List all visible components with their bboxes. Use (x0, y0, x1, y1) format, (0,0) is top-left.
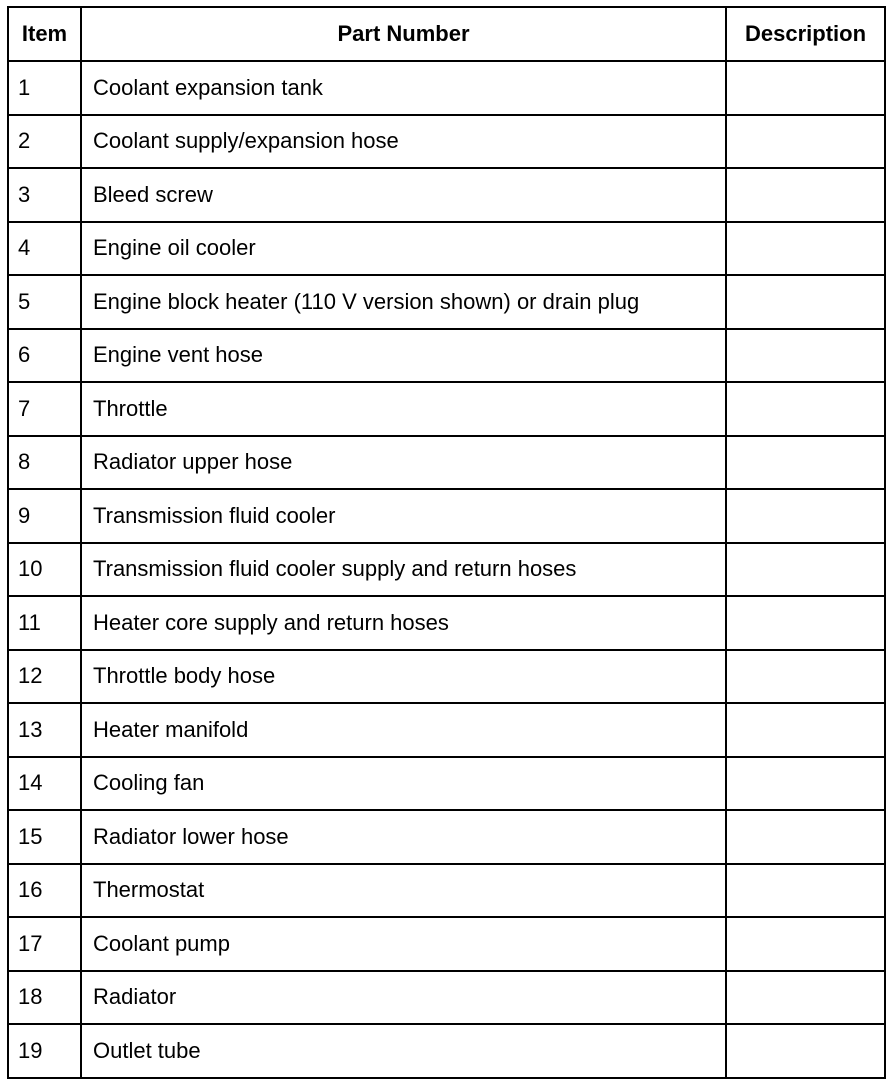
cell-description (726, 864, 885, 918)
cell-part: Heater manifold (81, 703, 726, 757)
cell-part: Thermostat (81, 864, 726, 918)
cell-item: 9 (8, 489, 81, 543)
cell-item: 6 (8, 329, 81, 383)
parts-table (7, 6, 886, 1079)
table-row (8, 810, 885, 864)
cell-description (726, 703, 885, 757)
cell-part: Engine oil cooler (81, 222, 726, 276)
cell-item: 5 (8, 275, 81, 329)
cell-part: Radiator lower hose (81, 810, 726, 864)
table-row (8, 168, 885, 222)
cell-item: 7 (8, 382, 81, 436)
cell-part: Cooling fan (81, 757, 726, 811)
cell-item: 18 (8, 971, 81, 1025)
header-item: Item (8, 7, 81, 61)
cell-description (726, 650, 885, 704)
cell-part: Transmission fluid cooler supply and return hoses (81, 543, 726, 597)
cell-description (726, 382, 885, 436)
cell-part: Coolant pump (81, 917, 726, 971)
cell-item: 17 (8, 917, 81, 971)
cell-item: 12 (8, 650, 81, 704)
table-row (8, 222, 885, 276)
cell-description (726, 917, 885, 971)
cell-item: 13 (8, 703, 81, 757)
cell-description (726, 810, 885, 864)
table-row (8, 382, 885, 436)
table-row (8, 489, 885, 543)
table-row (8, 329, 885, 383)
cell-part: Radiator upper hose (81, 436, 726, 490)
table-row (8, 543, 885, 597)
cell-part: Outlet tube (81, 1024, 726, 1078)
table-header-row (8, 7, 885, 61)
table-row (8, 650, 885, 704)
cell-description (726, 329, 885, 383)
table-row (8, 917, 885, 971)
cell-description (726, 436, 885, 490)
cell-item: 4 (8, 222, 81, 276)
cell-description (726, 757, 885, 811)
cell-description (726, 596, 885, 650)
cell-part: Coolant supply/expansion hose (81, 115, 726, 169)
cell-item: 14 (8, 757, 81, 811)
cell-description (726, 222, 885, 276)
cell-part: Transmission fluid cooler (81, 489, 726, 543)
cell-description (726, 275, 885, 329)
cell-description (726, 543, 885, 597)
table-row (8, 703, 885, 757)
cell-description (726, 115, 885, 169)
table-row (8, 1024, 885, 1078)
cell-item: 3 (8, 168, 81, 222)
cell-description (726, 489, 885, 543)
cell-item: 8 (8, 436, 81, 490)
cell-part: Throttle (81, 382, 726, 436)
cell-item: 10 (8, 543, 81, 597)
table-row (8, 115, 885, 169)
cell-item: 11 (8, 596, 81, 650)
header-part-number: Part Number (81, 7, 726, 61)
cell-description (726, 61, 885, 115)
cell-part: Coolant expansion tank (81, 61, 726, 115)
table-row (8, 596, 885, 650)
cell-part: Engine block heater (110 V version shown) or drain plug (81, 275, 726, 329)
cell-part: Bleed screw (81, 168, 726, 222)
table-row (8, 436, 885, 490)
table-row (8, 61, 885, 115)
table-row (8, 864, 885, 918)
table-row (8, 971, 885, 1025)
cell-part: Throttle body hose (81, 650, 726, 704)
cell-item: 15 (8, 810, 81, 864)
cell-description (726, 168, 885, 222)
cell-description (726, 1024, 885, 1078)
table-row (8, 757, 885, 811)
cell-part: Radiator (81, 971, 726, 1025)
cell-part: Engine vent hose (81, 329, 726, 383)
cell-item: 2 (8, 115, 81, 169)
cell-item: 1 (8, 61, 81, 115)
header-description: Description (726, 7, 885, 61)
cell-item: 19 (8, 1024, 81, 1078)
cell-part: Heater core supply and return hoses (81, 596, 726, 650)
table-row (8, 275, 885, 329)
cell-item: 16 (8, 864, 81, 918)
cell-description (726, 971, 885, 1025)
